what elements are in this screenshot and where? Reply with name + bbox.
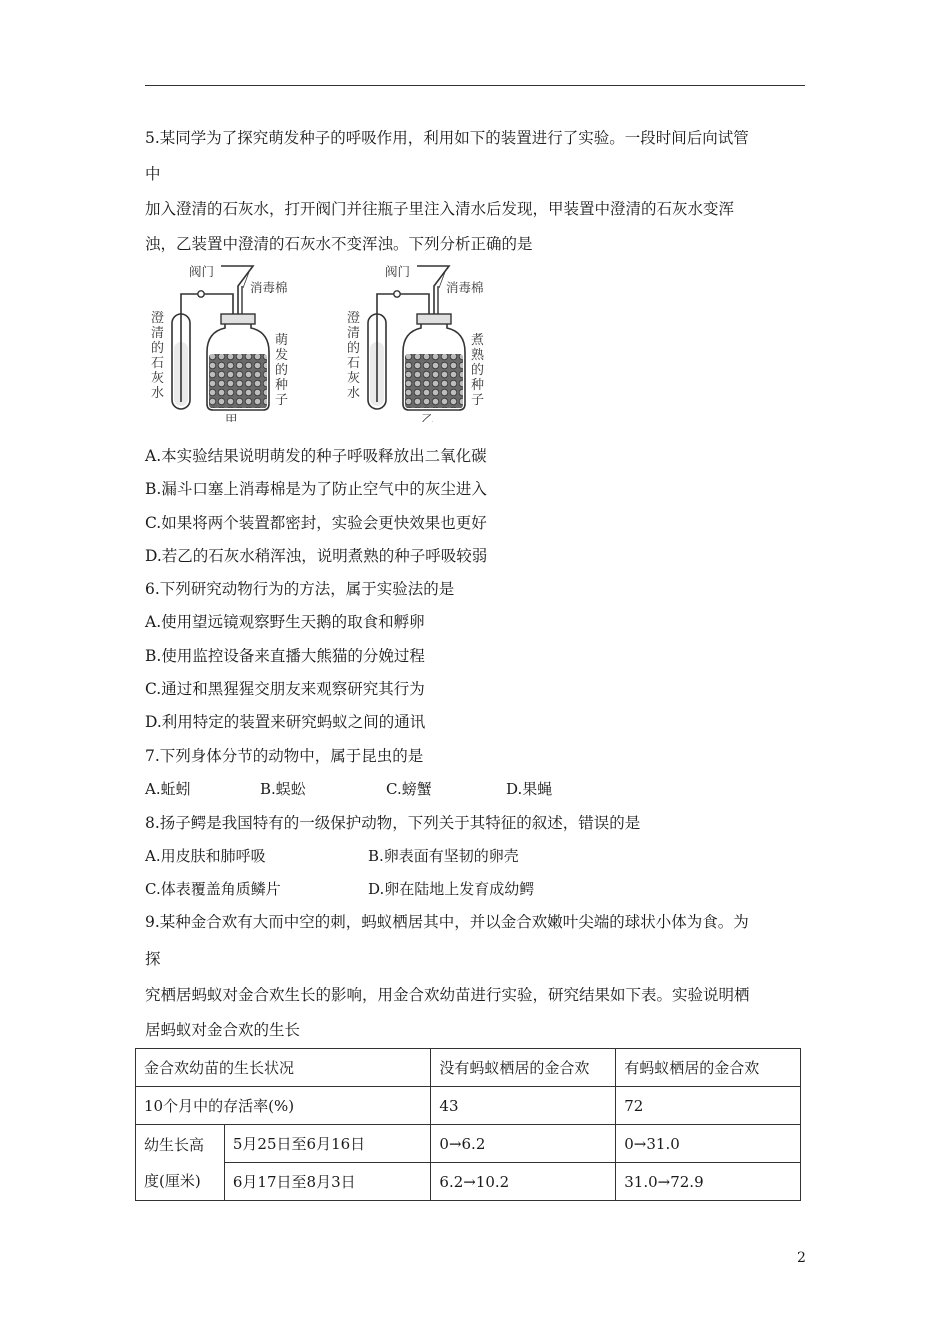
table-cell: 5月25日至6月16日	[224, 1125, 431, 1163]
q6-option-a: A.使用望远镜观察野生天鹅的取食和孵卵	[145, 613, 425, 631]
experiment-figure	[145, 262, 505, 422]
table-cell: 6.2→10.2	[431, 1163, 616, 1201]
table-row	[136, 1049, 801, 1087]
q8-option-c: C.体表覆盖角质鳞片	[145, 880, 281, 898]
table-cell: 31.0→72.9	[616, 1163, 801, 1201]
page-number: 2	[797, 1250, 806, 1266]
svg-text:的: 的	[347, 341, 361, 356]
svg-text:清: 清	[151, 326, 165, 341]
valve-label-left: 阀门	[189, 264, 215, 279]
svg-text:水: 水	[347, 386, 361, 401]
height-label-cell	[136, 1125, 225, 1201]
svg-text:灰: 灰	[347, 371, 361, 386]
svg-text:澄: 澄	[347, 311, 361, 326]
q9-line1b: 探	[145, 950, 161, 968]
seed-label-right	[471, 332, 485, 408]
svg-text:水: 水	[151, 386, 165, 401]
svg-text:石: 石	[151, 356, 165, 371]
q5-option-c: C.如果将两个装置都密封，实验会更快效果也更好	[145, 514, 487, 532]
q5-line1: 5.某同学为了探究萌发种子的呼吸作用，利用如下的装置进行了实验。一段时间后向试管	[145, 129, 749, 147]
results-table	[135, 1048, 801, 1201]
svg-text:澄: 澄	[151, 311, 165, 326]
apparatus-name-right: 乙	[421, 412, 434, 422]
q9-line3: 居蚂蚁对金合欢的生长	[145, 1021, 301, 1039]
table-cell: 10个月中的存活率(%)	[136, 1087, 431, 1125]
q9-line1: 9.某种金合欢有大而中空的刺，蚂蚁栖居其中，并以金合欢嫩叶尖端的球状小体为食。为	[145, 913, 749, 931]
q5-option-b: B.漏斗口塞上消毒棉是为了防止空气中的灰尘进入	[145, 480, 487, 498]
svg-text:的: 的	[151, 341, 165, 356]
height-label-line1: 幼生长高	[144, 1135, 205, 1154]
svg-text:萌: 萌	[275, 333, 289, 348]
svg-text:种: 种	[275, 378, 289, 393]
q7-option-b: B.蜈蚣	[260, 780, 306, 798]
q5-line1b: 中	[145, 165, 161, 183]
q6-stem: 6.下列研究动物行为的方法，属于实验法的是	[145, 580, 455, 598]
q6-option-d: D.利用特定的装置来研究蚂蚁之间的通讯	[145, 713, 426, 731]
seed-label-left	[275, 333, 288, 408]
q5-line3: 浊，乙装置中澄清的石灰水不变浑浊。下列分析正确的是	[145, 235, 533, 253]
table-row	[136, 1125, 801, 1163]
q7-option-c: C.螃蟹	[386, 780, 432, 798]
cotton-label-right: 消毒棉	[446, 280, 484, 295]
q5-option-a: A.本实验结果说明萌发的种子呼吸释放出二氧化碳	[145, 447, 487, 465]
q7-option-a: A.蚯蚓	[145, 780, 191, 798]
tube-label-right	[347, 311, 360, 401]
table-cell: 43	[431, 1087, 616, 1125]
q6-option-b: B.使用监控设备来直播大熊猫的分娩过程	[145, 647, 425, 665]
table-row	[136, 1163, 801, 1201]
table-cell: 72	[616, 1087, 801, 1125]
apparatus-name-left: 甲	[225, 412, 238, 422]
q7-option-d: D.果蝇	[506, 780, 553, 798]
svg-text:清: 清	[347, 326, 361, 341]
svg-text:石: 石	[347, 356, 361, 371]
header-rule	[145, 85, 805, 86]
valve-label-right: 阀门	[385, 264, 411, 279]
svg-text:子: 子	[471, 393, 485, 408]
table-header-cell: 有蚂蚁栖居的金合欢	[616, 1049, 801, 1087]
cotton-label-left: 消毒棉	[250, 280, 288, 295]
table-header-cell: 金合欢幼苗的生长状况	[136, 1049, 431, 1087]
q7-stem: 7.下列身体分节的动物中，属于昆虫的是	[145, 747, 424, 765]
table-cell: 0→6.2	[431, 1125, 616, 1163]
table-cell: 0→31.0	[616, 1125, 801, 1163]
table-header-cell: 没有蚂蚁栖居的金合欢	[431, 1049, 616, 1087]
table-row	[136, 1087, 801, 1125]
q6-option-c: C.通过和黑猩猩交朋友来观察研究其行为	[145, 680, 425, 698]
svg-text:熟: 熟	[471, 348, 485, 363]
tube-label-left	[151, 311, 164, 401]
q5-line2: 加入澄清的石灰水，打开阀门并往瓶子里注入清水后发现，甲装置中澄清的石灰水变浑	[145, 200, 735, 218]
svg-text:发: 发	[275, 348, 289, 363]
table-cell: 6月17日至8月3日	[224, 1163, 431, 1201]
q8-stem: 8.扬子鳄是我国特有的一级保护动物，下列关于其特征的叙述，错误的是	[145, 814, 641, 832]
q8-option-b: B.卵表面有坚韧的卵壳	[368, 847, 519, 865]
svg-text:的: 的	[275, 363, 289, 378]
svg-text:种: 种	[471, 378, 485, 393]
svg-text:煮: 煮	[471, 333, 485, 348]
svg-text:的: 的	[471, 363, 485, 378]
svg-text:灰: 灰	[151, 371, 165, 386]
q8-option-d: D.卵在陆地上发育成幼鳄	[368, 880, 535, 898]
q5-option-d: D.若乙的石灰水稍浑浊，说明煮熟的种子呼吸较弱	[145, 547, 488, 565]
q9-line2: 究栖居蚂蚁对金合欢生长的影响，用金合欢幼苗进行实验，研究结果如下表。实验说明栖	[145, 986, 750, 1004]
q8-option-a: A.用皮肤和肺呼吸	[145, 847, 266, 865]
svg-text:子: 子	[275, 393, 289, 408]
height-label-line2: 度(厘米)	[144, 1171, 201, 1190]
